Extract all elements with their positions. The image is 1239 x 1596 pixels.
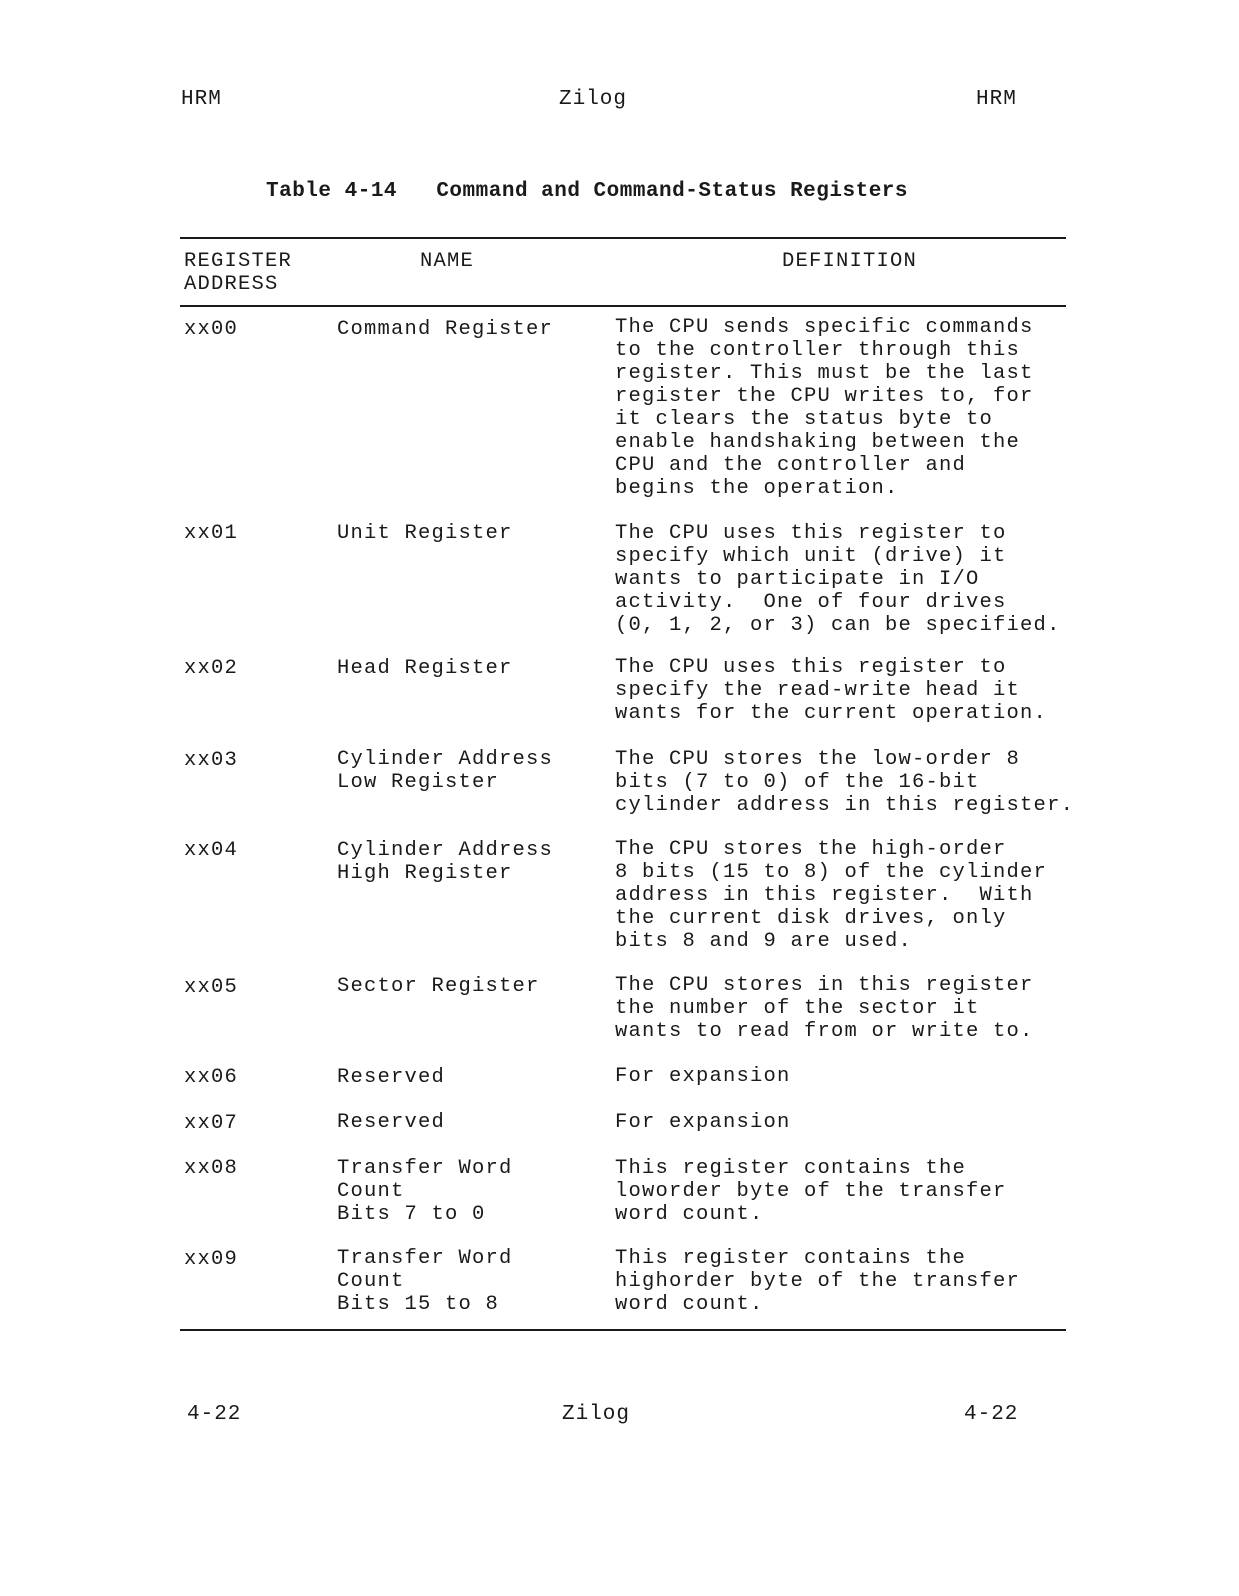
header-left: HRM <box>181 88 222 111</box>
footer-center: Zilog <box>562 1403 631 1426</box>
row-address: xx00 <box>184 318 239 341</box>
row-address: xx01 <box>184 522 239 545</box>
row-definition: The CPU stores in this register the number of the sector it wants to read from or write to. <box>615 974 1034 1043</box>
row-address: xx05 <box>184 976 239 999</box>
row-address: xx03 <box>184 749 239 772</box>
row-address: xx09 <box>184 1248 239 1271</box>
row-definition: The CPU stores the high-order 8 bits (15 to 8) of the cylinder address in this register. With the current disk drives, only bits 8 and 9 are used. <box>615 838 1048 953</box>
table-title: Table 4-14 Command and Command-Status Registers <box>266 180 909 203</box>
column-header-definition: DEFINITION <box>782 250 918 273</box>
row-address: xx08 <box>184 1157 239 1180</box>
row-name: Reserved <box>337 1111 446 1134</box>
row-definition: The CPU stores the low-order 8 bits (7 to 0) of the 16-bit cylinder address in this register. <box>615 748 1075 817</box>
row-address: xx07 <box>184 1112 239 1135</box>
table-header-rule <box>180 305 1066 307</box>
row-definition: The CPU uses this register to specify the read-write head it wants for the current operation. <box>615 656 1048 725</box>
row-name: Reserved <box>337 1066 446 1089</box>
row-definition: For expansion <box>615 1111 791 1134</box>
footer-right: 4-22 <box>964 1403 1019 1426</box>
row-name: Sector Register <box>337 975 540 998</box>
row-definition: This register contains the loworder byte of the transfer word count. <box>615 1157 1007 1226</box>
table-top-rule <box>180 237 1066 239</box>
table-bottom-rule <box>180 1329 1066 1331</box>
header-right: HRM <box>976 88 1017 111</box>
row-name: Cylinder Address Low Register <box>337 748 554 794</box>
row-address: xx04 <box>184 839 239 862</box>
column-header-register-address: REGISTER ADDRESS <box>184 250 293 296</box>
row-name: Cylinder Address High Register <box>337 839 554 885</box>
column-header-name: NAME <box>420 250 475 273</box>
footer-left: 4-22 <box>187 1403 242 1426</box>
row-name: Transfer Word Count Bits 15 to 8 <box>337 1247 513 1316</box>
row-address: xx06 <box>184 1066 239 1089</box>
row-definition: For expansion <box>615 1065 791 1088</box>
header-center: Zilog <box>559 88 628 111</box>
row-name: Unit Register <box>337 522 513 545</box>
row-definition: This register contains the highorder byte of the transfer word count. <box>615 1247 1021 1316</box>
row-definition: The CPU uses this register to specify which unit (drive) it wants to participate in I/O activity. One of four drives (0, 1, 2, or 3) can be specified. <box>615 522 1061 637</box>
row-name: Command Register <box>337 318 554 341</box>
row-definition: The CPU sends specific commands to the controller through this register. This must be the last register the CPU writes to, for it clears the status byte to enable handshaking between the CPU and the controller and begins the operation. <box>615 316 1034 500</box>
row-name: Transfer Word Count Bits 7 to 0 <box>337 1157 513 1226</box>
row-address: xx02 <box>184 657 239 680</box>
row-name: Head Register <box>337 657 513 680</box>
